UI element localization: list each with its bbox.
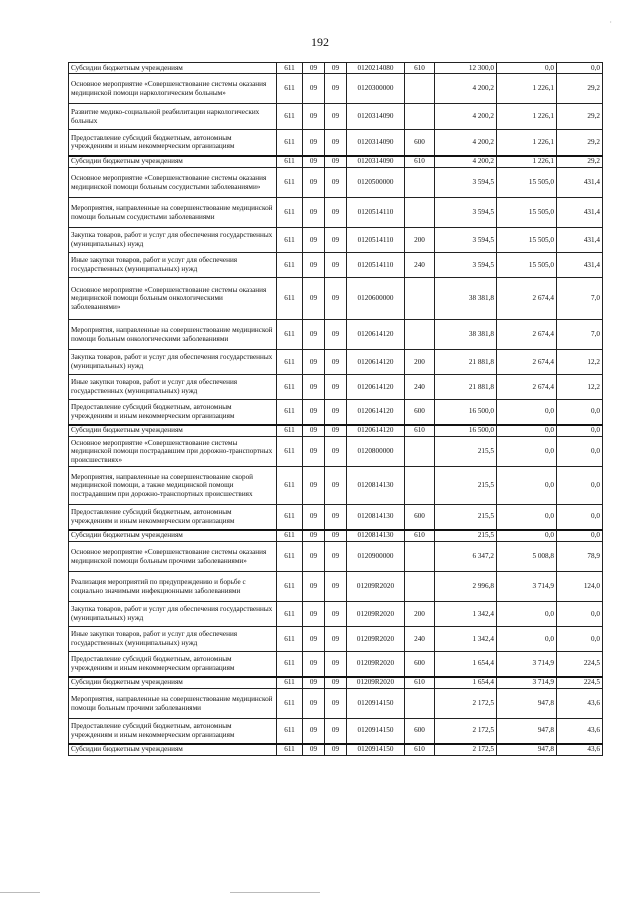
cell-expense-type: 240 — [405, 375, 435, 400]
cell-section: 09 — [303, 350, 325, 375]
cell-ministry: 611 — [277, 719, 303, 744]
cell-subsection: 09 — [325, 168, 347, 198]
cell-section: 09 — [303, 400, 325, 425]
cell-ministry: 611 — [277, 350, 303, 375]
cell-ministry: 611 — [277, 602, 303, 627]
cell-name: Иные закупки товаров, работ и услуг для обеспечения государственных (муниципальных) нужд — [69, 627, 277, 652]
cell-amount-federal: 0,0 — [497, 467, 557, 505]
cell-percent: 0,0 — [557, 467, 603, 505]
cell-percent: 12,2 — [557, 350, 603, 375]
cell-target-article: 0120800000 — [347, 437, 405, 467]
cell-target-article: 0120914150 — [347, 719, 405, 744]
cell-section: 09 — [303, 74, 325, 104]
cell-subsection: 09 — [325, 425, 347, 437]
cell-ministry: 611 — [277, 744, 303, 756]
cell-target-article: 0120814130 — [347, 467, 405, 505]
cell-section: 09 — [303, 542, 325, 572]
cell-expense-type: 240 — [405, 627, 435, 652]
cell-amount-total: 21 881,8 — [435, 375, 497, 400]
cell-expense-type: 600 — [405, 130, 435, 156]
cell-target-article: 0120500000 — [347, 168, 405, 198]
cell-ministry: 611 — [277, 63, 303, 74]
cell-amount-federal: 947,8 — [497, 689, 557, 719]
cell-subsection: 09 — [325, 677, 347, 689]
cell-amount-total: 1 654,4 — [435, 652, 497, 677]
table-row — [69, 744, 603, 756]
cell-expense-type: 610 — [405, 530, 435, 542]
cell-subsection: 09 — [325, 602, 347, 627]
cell-amount-total: 3 594,5 — [435, 198, 497, 228]
cell-amount-total: 4 200,2 — [435, 74, 497, 104]
cell-amount-federal: 2 674,4 — [497, 278, 557, 320]
cell-target-article: 0120614120 — [347, 320, 405, 350]
budget-table-container — [68, 62, 602, 756]
cell-ministry: 611 — [277, 156, 303, 168]
cell-percent: 431,4 — [557, 228, 603, 253]
cell-target-article: 0120314090 — [347, 156, 405, 168]
cell-name: Основное мероприятие «Совершенствование системы оказания медицинской помощи больным прочими заболеваниями» — [69, 542, 277, 572]
cell-name: Предоставление субсидий бюджетным, автономным учреждениям и иным некоммерческим организациям — [69, 130, 277, 156]
cell-percent: 431,4 — [557, 253, 603, 278]
cell-name: Основное мероприятие «Совершенствование системы оказания медицинской помощи наркологическим больным» — [69, 74, 277, 104]
cell-subsection: 09 — [325, 253, 347, 278]
cell-amount-total: 3 594,5 — [435, 253, 497, 278]
cell-section: 09 — [303, 320, 325, 350]
table-row — [69, 602, 603, 627]
cell-expense-type: 610 — [405, 425, 435, 437]
table-row — [69, 400, 603, 425]
cell-ministry: 611 — [277, 228, 303, 253]
cell-amount-federal: 1 226,1 — [497, 74, 557, 104]
cell-expense-type: 600 — [405, 505, 435, 530]
cell-amount-total: 3 594,5 — [435, 168, 497, 198]
cell-subsection: 09 — [325, 530, 347, 542]
table-row — [69, 63, 603, 74]
cell-percent: 224,5 — [557, 677, 603, 689]
table-row — [69, 572, 603, 602]
cell-expense-type — [405, 572, 435, 602]
cell-ministry: 611 — [277, 572, 303, 602]
cell-amount-federal: 0,0 — [497, 400, 557, 425]
cell-subsection: 09 — [325, 437, 347, 467]
cell-amount-total: 3 594,5 — [435, 228, 497, 253]
cell-name: Мероприятия, направленные на совершенствование медицинской помощи больным сосудистыми заболеваниями — [69, 198, 277, 228]
cell-ministry: 611 — [277, 437, 303, 467]
cell-amount-total: 16 500,0 — [435, 425, 497, 437]
cell-expense-type: 200 — [405, 350, 435, 375]
cell-percent: 29,2 — [557, 130, 603, 156]
cell-target-article: 0120914150 — [347, 744, 405, 756]
cell-expense-type — [405, 689, 435, 719]
cell-amount-total: 38 381,8 — [435, 278, 497, 320]
cell-expense-type: 600 — [405, 719, 435, 744]
cell-target-article: 0120514110 — [347, 228, 405, 253]
cell-name: Мероприятия, направленные на совершенствование медицинской помощи больным онкологическими заболеваниями — [69, 320, 277, 350]
table-row — [69, 228, 603, 253]
cell-name: Субсидии бюджетным учреждениям — [69, 677, 277, 689]
cell-expense-type — [405, 168, 435, 198]
cell-ministry: 611 — [277, 652, 303, 677]
cell-expense-type: 200 — [405, 602, 435, 627]
cell-percent: 29,2 — [557, 74, 603, 104]
cell-amount-federal: 0,0 — [497, 63, 557, 74]
cell-target-article: 0120314090 — [347, 104, 405, 130]
table-row — [69, 652, 603, 677]
cell-expense-type — [405, 278, 435, 320]
cell-target-article: 0120514110 — [347, 198, 405, 228]
cell-amount-total: 2 172,5 — [435, 689, 497, 719]
table-row — [69, 542, 603, 572]
cell-section: 09 — [303, 168, 325, 198]
cell-expense-type: 610 — [405, 156, 435, 168]
table-row — [69, 467, 603, 505]
cell-percent: 29,2 — [557, 104, 603, 130]
cell-name: Субсидии бюджетным учреждениям — [69, 156, 277, 168]
cell-percent: 29,2 — [557, 156, 603, 168]
cell-expense-type — [405, 74, 435, 104]
footer-rule-center — [230, 892, 320, 893]
cell-amount-total: 4 200,2 — [435, 130, 497, 156]
footer-rule-left — [0, 892, 40, 893]
cell-name: Мероприятия, направленные на совершенствование скорой медицинской помощи, а также медицинской помощи пострадавшим при дорожно-транспортных происшествиях — [69, 467, 277, 505]
cell-section: 09 — [303, 278, 325, 320]
cell-ministry: 611 — [277, 74, 303, 104]
cell-percent: 43,6 — [557, 744, 603, 756]
cell-target-article: 0120600000 — [347, 278, 405, 320]
cell-amount-federal: 0,0 — [497, 505, 557, 530]
cell-subsection: 09 — [325, 74, 347, 104]
page-number: 192 — [311, 35, 329, 49]
cell-target-article: 0120914150 — [347, 689, 405, 719]
cell-percent: 224,5 — [557, 652, 603, 677]
cell-name: Реализация мероприятий по предупреждению и борьбе с социально значимыми инфекционными заболеваниями — [69, 572, 277, 602]
cell-expense-type — [405, 542, 435, 572]
table-row — [69, 375, 603, 400]
cell-amount-federal: 0,0 — [497, 602, 557, 627]
cell-amount-federal: 3 714,9 — [497, 652, 557, 677]
cell-ministry: 611 — [277, 168, 303, 198]
table-row — [69, 320, 603, 350]
cell-subsection: 09 — [325, 156, 347, 168]
cell-amount-federal: 15 505,0 — [497, 168, 557, 198]
table-row — [69, 168, 603, 198]
cell-amount-total: 2 996,8 — [435, 572, 497, 602]
cell-name: Развитие медико-социальной реабилитации наркологических больных — [69, 104, 277, 130]
cell-subsection: 09 — [325, 320, 347, 350]
cell-amount-total: 2 172,5 — [435, 744, 497, 756]
cell-amount-total: 1 342,4 — [435, 602, 497, 627]
cell-subsection: 09 — [325, 400, 347, 425]
cell-target-article: 0120614120 — [347, 350, 405, 375]
cell-expense-type — [405, 198, 435, 228]
cell-name: Основное мероприятие «Совершенствование системы оказания медицинской помощи больным сосудистыми заболеваниями» — [69, 168, 277, 198]
cell-percent: 7,0 — [557, 278, 603, 320]
cell-section: 09 — [303, 572, 325, 602]
cell-percent: 0,0 — [557, 400, 603, 425]
table-row — [69, 505, 603, 530]
cell-percent: 0,0 — [557, 63, 603, 74]
table-row — [69, 627, 603, 652]
cell-amount-total: 215,5 — [435, 505, 497, 530]
cell-name: Субсидии бюджетным учреждениям — [69, 63, 277, 74]
table-row — [69, 530, 603, 542]
cell-amount-federal: 0,0 — [497, 437, 557, 467]
table-row — [69, 74, 603, 104]
cell-subsection: 09 — [325, 104, 347, 130]
table-row — [69, 198, 603, 228]
cell-target-article: 0120614120 — [347, 425, 405, 437]
table-row — [69, 156, 603, 168]
cell-amount-federal: 15 505,0 — [497, 198, 557, 228]
cell-section: 09 — [303, 104, 325, 130]
cell-amount-federal: 15 505,0 — [497, 253, 557, 278]
cell-amount-federal: 947,8 — [497, 744, 557, 756]
cell-name: Иные закупки товаров, работ и услуг для обеспечения государственных (муниципальных) нужд — [69, 375, 277, 400]
cell-amount-total: 38 381,8 — [435, 320, 497, 350]
cell-percent: 0,0 — [557, 602, 603, 627]
cell-target-article: 01209R2020 — [347, 572, 405, 602]
cell-ministry: 611 — [277, 320, 303, 350]
cell-amount-federal: 3 714,9 — [497, 572, 557, 602]
table-row — [69, 350, 603, 375]
cell-percent: 0,0 — [557, 425, 603, 437]
cell-name: Предоставление субсидий бюджетным, автономным учреждениям и иным некоммерческим организациям — [69, 719, 277, 744]
table-row — [69, 689, 603, 719]
table-row — [69, 253, 603, 278]
cell-name: Основное мероприятие «Совершенствование системы оказания медицинской помощи больным онкологическими заболеваниями» — [69, 278, 277, 320]
cell-subsection: 09 — [325, 689, 347, 719]
cell-subsection: 09 — [325, 350, 347, 375]
cell-amount-federal: 15 505,0 — [497, 228, 557, 253]
cell-amount-total: 215,5 — [435, 530, 497, 542]
cell-amount-total: 12 300,0 — [435, 63, 497, 74]
cell-section: 09 — [303, 744, 325, 756]
cell-ministry: 611 — [277, 689, 303, 719]
cell-percent: 431,4 — [557, 198, 603, 228]
table-row — [69, 278, 603, 320]
cell-expense-type: 200 — [405, 228, 435, 253]
cell-target-article: 01209R2020 — [347, 602, 405, 627]
table-body — [69, 63, 603, 756]
cell-section: 09 — [303, 156, 325, 168]
cell-name: Субсидии бюджетным учреждениям — [69, 425, 277, 437]
cell-amount-total: 215,5 — [435, 467, 497, 505]
cell-target-article: 0120614120 — [347, 400, 405, 425]
cell-section: 09 — [303, 198, 325, 228]
cell-subsection: 09 — [325, 130, 347, 156]
cell-name: Мероприятия, направленные на совершенствование медицинской помощи больным прочими заболеваниями — [69, 689, 277, 719]
cell-percent: 0,0 — [557, 530, 603, 542]
cell-section: 09 — [303, 602, 325, 627]
cell-percent: 7,0 — [557, 320, 603, 350]
cell-expense-type: 610 — [405, 63, 435, 74]
cell-percent: 43,6 — [557, 689, 603, 719]
cell-subsection: 09 — [325, 505, 347, 530]
cell-subsection: 09 — [325, 198, 347, 228]
cell-name: Закупка товаров, работ и услуг для обеспечения государственных (муниципальных) нужд — [69, 228, 277, 253]
cell-target-article: 0120214080 — [347, 63, 405, 74]
cell-name: Субсидии бюджетным учреждениям — [69, 744, 277, 756]
cell-section: 09 — [303, 689, 325, 719]
cell-target-article: 01209R2020 — [347, 652, 405, 677]
cell-name: Субсидии бюджетным учреждениям — [69, 530, 277, 542]
cell-name: Закупка товаров, работ и услуг для обеспечения государственных (муниципальных) нужд — [69, 602, 277, 627]
table-row — [69, 130, 603, 156]
cell-target-article: 0120614120 — [347, 375, 405, 400]
table-row — [69, 677, 603, 689]
cell-subsection: 09 — [325, 375, 347, 400]
cell-ministry: 611 — [277, 198, 303, 228]
cell-name: Предоставление субсидий бюджетным, автономным учреждениям и иным некоммерческим организациям — [69, 652, 277, 677]
cell-name: Предоставление субсидий бюджетным, автономным учреждениям и иным некоммерческим организациям — [69, 400, 277, 425]
cell-amount-federal: 2 674,4 — [497, 375, 557, 400]
cell-ministry: 611 — [277, 375, 303, 400]
cell-expense-type: 600 — [405, 652, 435, 677]
cell-section: 09 — [303, 425, 325, 437]
cell-ministry: 611 — [277, 530, 303, 542]
cell-amount-federal: 0,0 — [497, 425, 557, 437]
cell-target-article: 0120814130 — [347, 505, 405, 530]
cell-ministry: 611 — [277, 677, 303, 689]
scan-mark: · — [609, 18, 612, 27]
cell-amount-federal: 2 674,4 — [497, 320, 557, 350]
cell-subsection: 09 — [325, 572, 347, 602]
cell-percent: 78,9 — [557, 542, 603, 572]
cell-name: Предоставление субсидий бюджетным, автономным учреждениям и иным некоммерческим организациям — [69, 505, 277, 530]
cell-ministry: 611 — [277, 425, 303, 437]
cell-amount-total: 1 342,4 — [435, 627, 497, 652]
cell-ministry: 611 — [277, 627, 303, 652]
cell-section: 09 — [303, 130, 325, 156]
cell-amount-federal: 5 008,8 — [497, 542, 557, 572]
cell-percent: 431,4 — [557, 168, 603, 198]
cell-subsection: 09 — [325, 719, 347, 744]
cell-subsection: 09 — [325, 467, 347, 505]
cell-subsection: 09 — [325, 652, 347, 677]
cell-expense-type — [405, 104, 435, 130]
cell-ministry: 611 — [277, 505, 303, 530]
cell-expense-type — [405, 467, 435, 505]
table-row — [69, 719, 603, 744]
cell-amount-federal: 3 714,9 — [497, 677, 557, 689]
cell-section: 09 — [303, 677, 325, 689]
cell-target-article: 0120814130 — [347, 530, 405, 542]
cell-target-article: 0120514110 — [347, 253, 405, 278]
cell-section: 09 — [303, 437, 325, 467]
cell-name: Основное мероприятие «Совершенствование системы медицинской помощи пострадавшим при дорожно-транспортных происшествиях» — [69, 437, 277, 467]
cell-section: 09 — [303, 627, 325, 652]
cell-name: Закупка товаров, работ и услуг для обеспечения государственных (муниципальных) нужд — [69, 350, 277, 375]
cell-section: 09 — [303, 652, 325, 677]
cell-percent: 0,0 — [557, 627, 603, 652]
cell-amount-federal: 1 226,1 — [497, 104, 557, 130]
cell-percent: 0,0 — [557, 437, 603, 467]
cell-ministry: 611 — [277, 278, 303, 320]
cell-section: 09 — [303, 719, 325, 744]
cell-section: 09 — [303, 228, 325, 253]
cell-amount-federal: 0,0 — [497, 627, 557, 652]
cell-ministry: 611 — [277, 467, 303, 505]
cell-amount-total: 4 200,2 — [435, 104, 497, 130]
cell-subsection: 09 — [325, 228, 347, 253]
cell-target-article: 0120900000 — [347, 542, 405, 572]
cell-ministry: 611 — [277, 253, 303, 278]
cell-amount-total: 16 500,0 — [435, 400, 497, 425]
cell-amount-total: 6 347,2 — [435, 542, 497, 572]
cell-amount-federal: 0,0 — [497, 530, 557, 542]
cell-section: 09 — [303, 375, 325, 400]
cell-amount-total: 2 172,5 — [435, 719, 497, 744]
cell-name: Иные закупки товаров, работ и услуг для обеспечения государственных (муниципальных) нужд — [69, 253, 277, 278]
cell-section: 09 — [303, 467, 325, 505]
cell-percent: 43,6 — [557, 719, 603, 744]
cell-subsection: 09 — [325, 542, 347, 572]
cell-ministry: 611 — [277, 104, 303, 130]
table-row — [69, 425, 603, 437]
cell-expense-type: 610 — [405, 677, 435, 689]
cell-ministry: 611 — [277, 130, 303, 156]
budget-table — [68, 62, 603, 756]
cell-section: 09 — [303, 530, 325, 542]
cell-ministry: 611 — [277, 400, 303, 425]
cell-target-article: 0120314090 — [347, 130, 405, 156]
cell-section: 09 — [303, 63, 325, 74]
cell-amount-federal: 2 674,4 — [497, 350, 557, 375]
cell-expense-type: 600 — [405, 400, 435, 425]
cell-amount-total: 4 200,2 — [435, 156, 497, 168]
cell-section: 09 — [303, 253, 325, 278]
cell-expense-type: 610 — [405, 744, 435, 756]
cell-expense-type: 240 — [405, 253, 435, 278]
cell-target-article: 01209R2020 — [347, 627, 405, 652]
cell-expense-type — [405, 320, 435, 350]
cell-subsection: 09 — [325, 63, 347, 74]
cell-amount-federal: 1 226,1 — [497, 156, 557, 168]
cell-percent: 12,2 — [557, 375, 603, 400]
cell-subsection: 09 — [325, 278, 347, 320]
table-row — [69, 437, 603, 467]
cell-amount-federal: 1 226,1 — [497, 130, 557, 156]
cell-target-article: 01209R2020 — [347, 677, 405, 689]
cell-amount-total: 1 654,4 — [435, 677, 497, 689]
cell-amount-total: 215,5 — [435, 437, 497, 467]
cell-amount-federal: 947,8 — [497, 719, 557, 744]
cell-expense-type — [405, 437, 435, 467]
cell-subsection: 09 — [325, 627, 347, 652]
table-row — [69, 104, 603, 130]
cell-target-article: 0120300000 — [347, 74, 405, 104]
cell-section: 09 — [303, 505, 325, 530]
cell-percent: 0,0 — [557, 505, 603, 530]
cell-subsection: 09 — [325, 744, 347, 756]
cell-ministry: 611 — [277, 542, 303, 572]
cell-amount-total: 21 881,8 — [435, 350, 497, 375]
cell-percent: 124,0 — [557, 572, 603, 602]
